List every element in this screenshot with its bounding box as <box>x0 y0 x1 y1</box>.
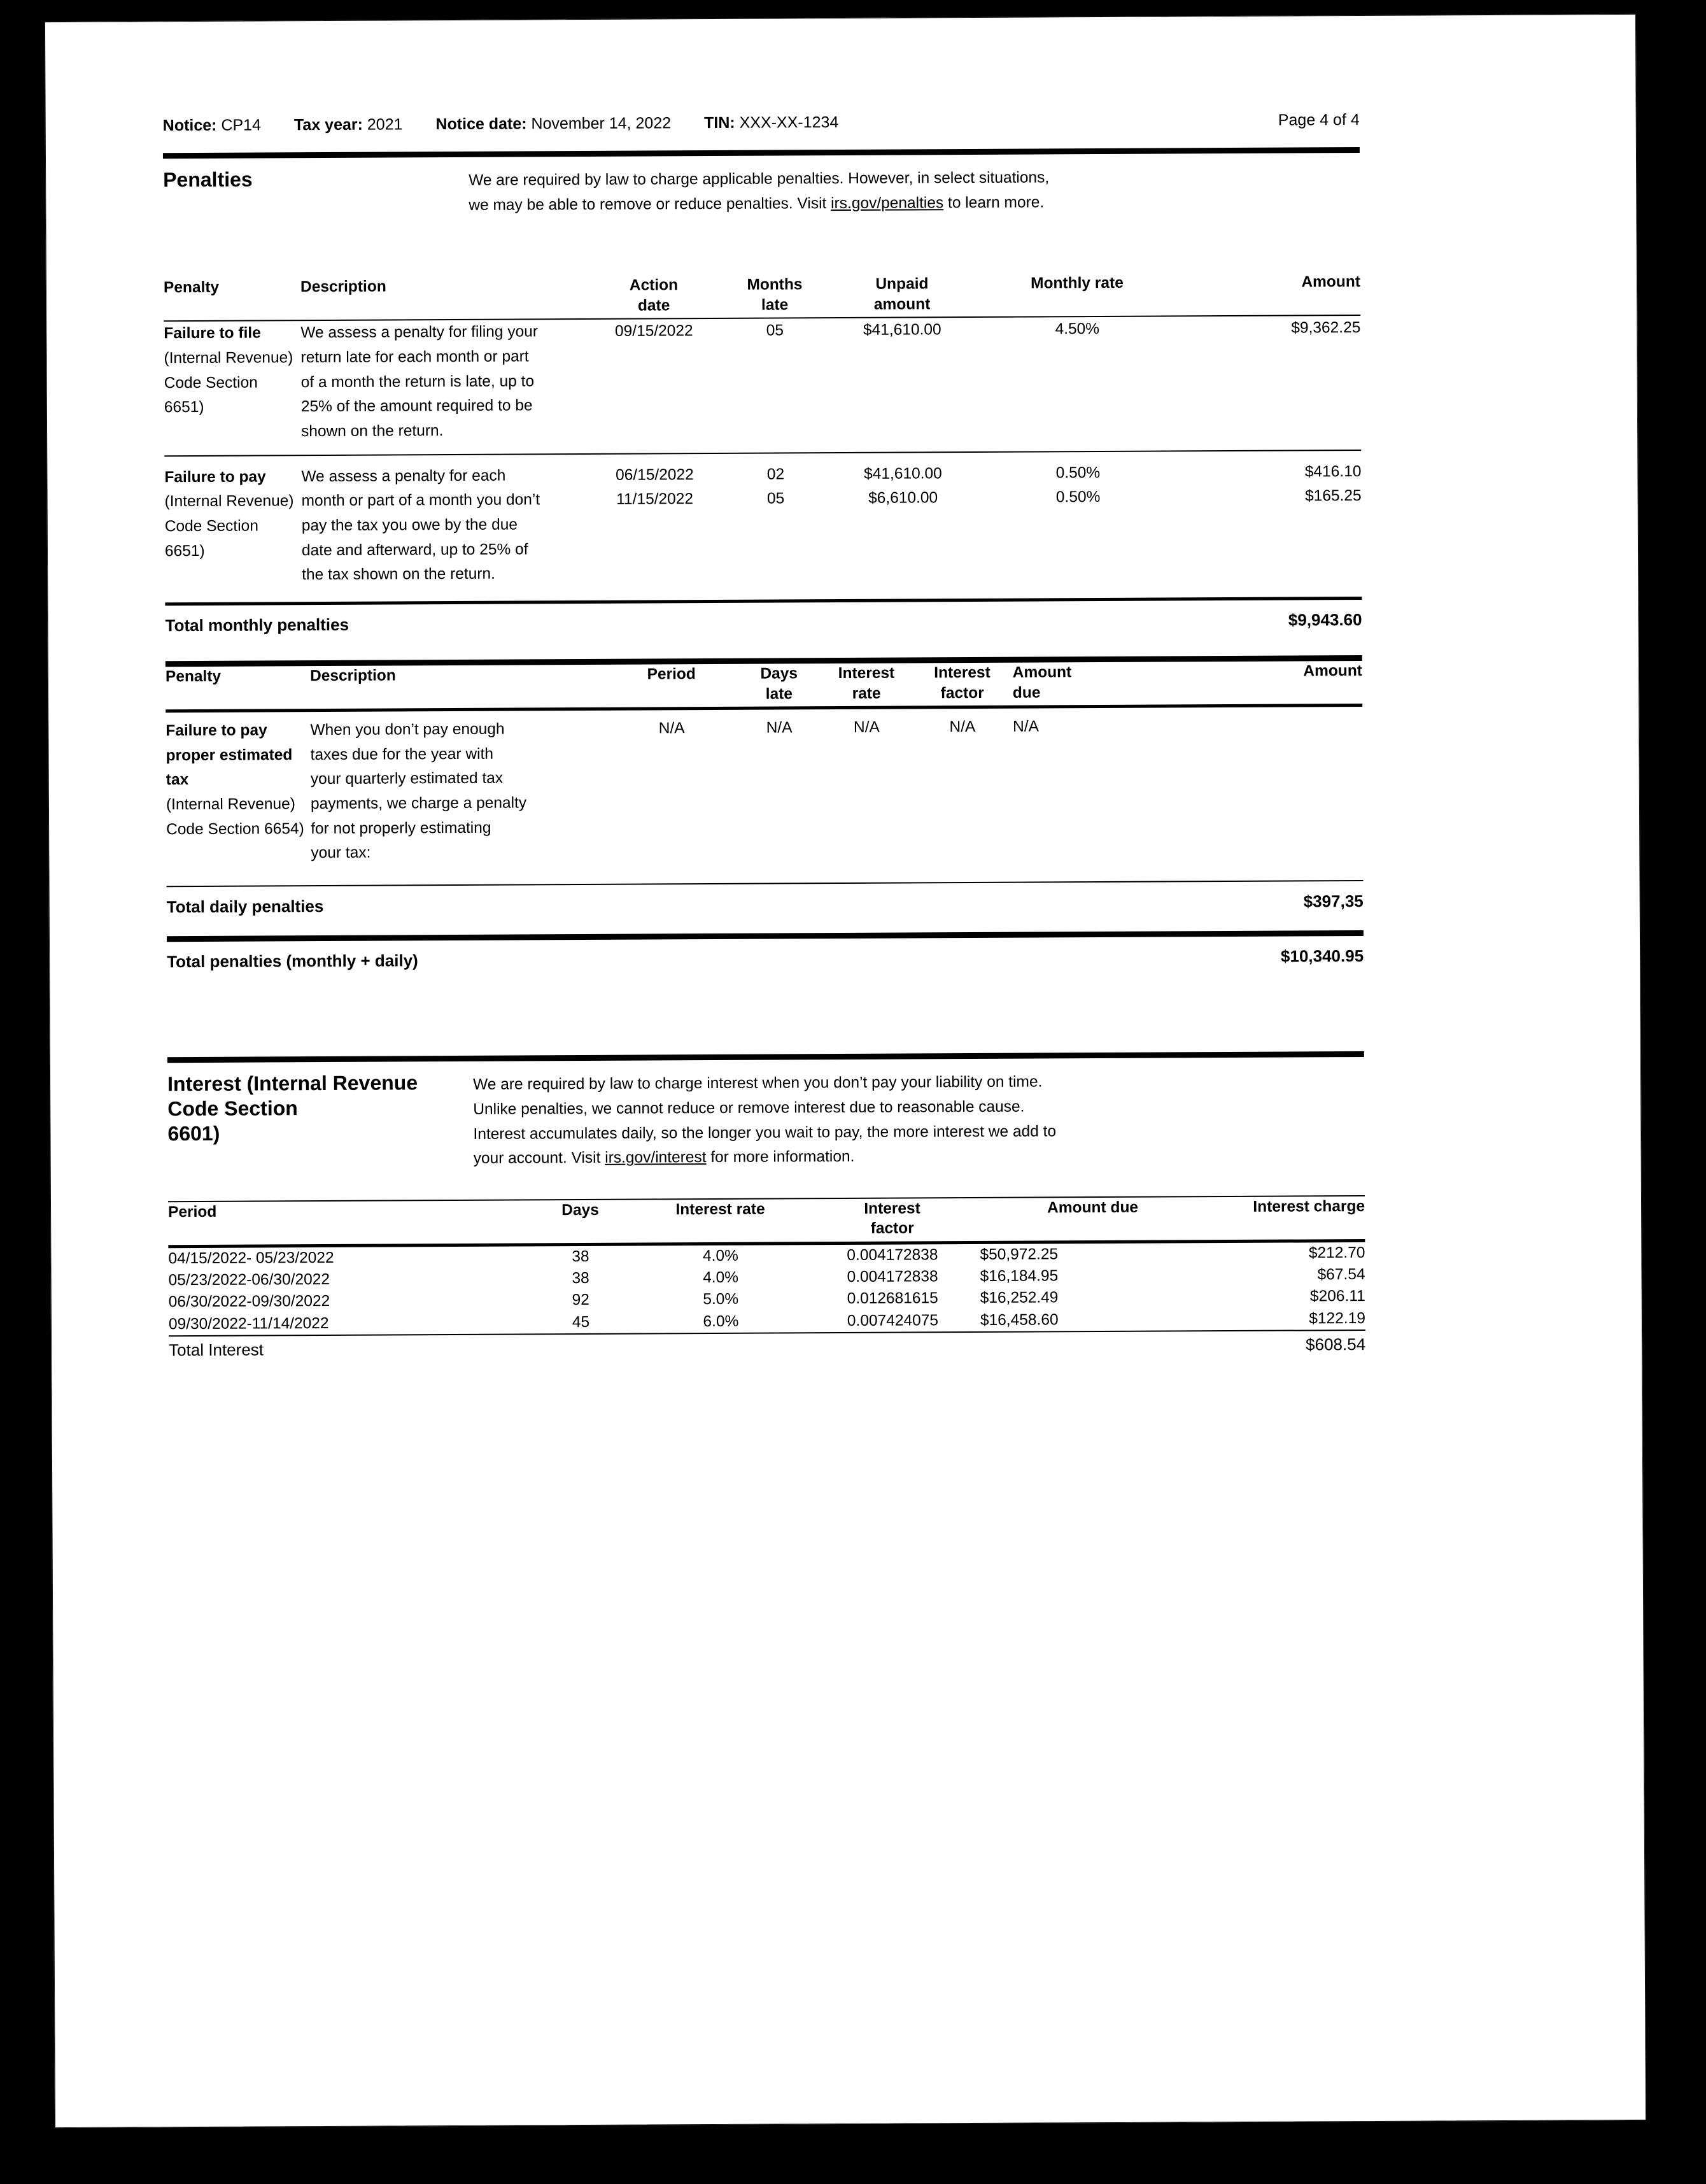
interest-period: 09/30/2022-11/14/2022 <box>168 1314 329 1333</box>
interest-factor: 0.007424075 <box>847 1311 939 1330</box>
daily-penalties-header-row <box>166 661 1362 709</box>
row-action-date <box>581 463 728 587</box>
row-amount <box>1173 460 1362 584</box>
monthly-penalties-header-row <box>164 272 1360 320</box>
penalty-name-main: Failure to pay <box>164 468 266 486</box>
monthly-penalties-body <box>164 316 1361 445</box>
months-late-entry: 05 <box>766 490 785 507</box>
col-description <box>300 276 581 320</box>
interest-period: 06/30/2022-09/30/2022 <box>168 1293 330 1311</box>
col-interest-factor-l2: factor <box>870 1219 914 1238</box>
interest-table-head <box>168 1196 1365 1245</box>
monthly-penalties-body-2 <box>164 460 1362 589</box>
col-amount <box>1173 272 1360 315</box>
total-penalties-row <box>167 936 1364 981</box>
monthly-rate-entry: 0.50% <box>1055 488 1101 506</box>
penalties-title: Penalties <box>163 167 253 192</box>
interest-amount-due: $16,458.60 <box>980 1310 1059 1329</box>
row-description <box>301 464 582 588</box>
col-interest-factor-l1: Interest <box>934 664 990 682</box>
desc-line: month or part of a month you don’t <box>301 491 540 510</box>
interest-charge: $206.11 <box>1309 1287 1365 1305</box>
row-action-date: 09/15/2022 <box>614 322 693 340</box>
desc-line: We assess a penalty for each <box>301 467 506 485</box>
col-months-late-l1: Months <box>747 276 803 294</box>
col-amount-due-l1: Amount <box>1012 663 1072 681</box>
col-description-l1: Description <box>300 278 386 296</box>
penalty-name-l1: Failure to pay <box>166 721 267 740</box>
notice-date-field <box>435 114 671 134</box>
penalty-name-l3: tax <box>166 771 189 789</box>
col-days-late <box>737 663 821 706</box>
action-date-entry: 11/15/2022 <box>616 490 694 509</box>
col-monthly-rate <box>982 273 1173 316</box>
table-row <box>166 713 1363 867</box>
col-days-late-l1: Days <box>760 665 798 683</box>
total-penalties-label: Total penalties (monthly + daily) <box>167 951 418 972</box>
interest-intro-line2: Unlike penalties, we cannot reduce or remove interest due to reasonable cause. <box>473 1098 1025 1118</box>
col-days-l1: Days <box>561 1201 599 1219</box>
action-date-entry: 06/15/2022 <box>616 465 694 484</box>
row-monthly-rate <box>982 460 1174 585</box>
daily-penalties-head <box>166 661 1362 709</box>
total-monthly-penalties-row <box>165 600 1362 644</box>
irs-interest-link[interactable]: irs.gov/interest <box>605 1149 707 1167</box>
row-description <box>300 320 581 444</box>
interest-table-body <box>168 1242 1365 1335</box>
notice-date-label: Notice date: <box>435 115 527 134</box>
row-monthly-rate: 4.50% <box>1055 320 1100 338</box>
col-unpaid-amount <box>822 274 982 317</box>
interest-rate: 4.0% <box>702 1247 738 1265</box>
row-penalty-name <box>164 321 301 445</box>
col-unpaid-amount-l1: Unpaid <box>875 275 929 294</box>
penalty-name-sub1: (Internal Revenue) <box>164 349 293 367</box>
col-interest-rate-l1: Interest <box>838 664 895 683</box>
col-penalty-l1: Penalty <box>163 279 220 297</box>
interest-days: 45 <box>572 1313 590 1331</box>
spacer-before-interest-section <box>167 975 1364 1057</box>
interest-charge: $212.70 <box>1308 1244 1365 1262</box>
row-interest-rate: N/A <box>853 718 880 736</box>
interest-factor: 0.004172838 <box>847 1268 938 1286</box>
notice-date-value: November 14, 2022 <box>531 114 672 133</box>
row-penalty-name <box>166 718 311 867</box>
irs-penalties-link[interactable]: irs.gov/penalties <box>831 194 944 212</box>
desc-line: the tax shown on the return. <box>302 565 495 584</box>
total-daily-penalties-row <box>167 881 1364 926</box>
desc-line: pay the tax you owe by the due <box>301 516 518 535</box>
col-interest-rate-l1: Interest rate <box>675 1200 765 1219</box>
col-period-l1: Period <box>168 1203 217 1221</box>
interest-amount-due: $50,972.25 <box>980 1245 1059 1263</box>
desc-line: your tax: <box>311 844 371 862</box>
penalty-name-sub2: Code Section 6651) <box>164 517 258 560</box>
col-interest-factor <box>912 663 1013 706</box>
interest-title <box>167 1070 474 1173</box>
col-months-late <box>727 275 822 318</box>
interest-days: 38 <box>572 1269 589 1287</box>
amount-entry: $165.25 <box>1304 487 1362 505</box>
desc-line: date and afterward, up to 25% of <box>301 541 528 559</box>
col-penalty <box>164 278 300 321</box>
interest-factor: 0.004172838 <box>847 1245 938 1264</box>
tax-year-field <box>294 115 403 134</box>
row-period: N/A <box>658 720 685 737</box>
interest-section-header <box>167 1057 1365 1173</box>
col-days-late-l2: late <box>765 684 793 703</box>
interest-amount-due: $16,252.49 <box>980 1289 1059 1307</box>
desc-line: shown on the return. <box>301 422 444 441</box>
desc-line: payments, we charge a penalty <box>310 794 527 813</box>
col-interest-rate <box>636 1199 805 1242</box>
desc-line: 25% of the amount required to be <box>300 397 533 416</box>
interest-amount-due: $16,184.95 <box>980 1267 1059 1285</box>
col-interest-charge <box>1206 1196 1365 1240</box>
unpaid-amount-entry: $41,610.00 <box>864 464 942 483</box>
penalties-intro-line1: We are required by law to charge applicable penalties. However, in select situations, <box>469 169 1050 189</box>
row-unpaid-amount: $41,610.00 <box>863 321 941 339</box>
penalty-name-sub1: (Internal Revenue) <box>164 492 294 511</box>
penalty-name-main: Failure to file <box>164 324 261 343</box>
col-description-l1: Description <box>309 667 396 685</box>
interest-rate: 5.0% <box>703 1291 739 1308</box>
penalties-intro-line2 <box>469 189 1360 218</box>
months-late-entry: 02 <box>766 465 785 483</box>
interest-period: 04/15/2022- 05/23/2022 <box>168 1249 334 1267</box>
daily-penalties-table <box>166 661 1362 709</box>
tin-field <box>704 113 838 132</box>
row-days-late: N/A <box>766 719 793 737</box>
penalties-intro-line2-prefix: we may be able to remove or reduce penalties. Visit <box>469 194 831 214</box>
interest-intro-line1: We are required by law to charge interest when you don’t pay your liability on time. <box>473 1073 1043 1093</box>
tax-year-label: Tax year: <box>293 115 363 134</box>
interest-title-l2: 6601) <box>167 1121 220 1145</box>
row-description <box>310 717 607 866</box>
page-number: Page 4 of 4 <box>1278 111 1360 129</box>
daily-penalties-body <box>166 713 1363 867</box>
col-interest-rate-l2: rate <box>852 684 881 702</box>
interest-charge: $67.54 <box>1317 1265 1365 1284</box>
irs-cp14-notice-page <box>45 14 1646 2128</box>
col-amount-due <box>1013 662 1134 706</box>
total-daily-penalties-label: Total daily penalties <box>166 897 324 917</box>
desc-line: taxes due for the year with <box>310 745 494 763</box>
interest-intro-line4 <box>474 1142 1365 1172</box>
notice-label: Notice: <box>162 116 217 135</box>
col-amount-due-l2: due <box>1012 684 1041 702</box>
row-interest-factor: N/A <box>949 718 976 736</box>
tin-label: TIN: <box>704 113 735 132</box>
interest-days: 38 <box>572 1247 589 1265</box>
col-days <box>525 1200 636 1244</box>
interest-factor: 0.012681615 <box>847 1289 938 1308</box>
total-daily-penalties-value: $397,35 <box>1303 891 1364 911</box>
row-penalty-name <box>164 465 302 589</box>
col-interest-factor-l1: Interest <box>864 1200 920 1217</box>
penalty-name-l2: proper estimated <box>166 746 293 764</box>
total-interest-value: $608.54 <box>1306 1334 1366 1354</box>
col-action-date-l1: Action <box>629 276 679 295</box>
table-row <box>164 460 1362 589</box>
col-period <box>168 1200 525 1244</box>
interest-title-l1: Interest (Internal Revenue Code Section <box>167 1071 418 1121</box>
row-months-late <box>728 462 824 586</box>
interest-charge: $122.19 <box>1309 1309 1365 1328</box>
monthly-penalties-head <box>164 272 1360 320</box>
interest-rate: 6.0% <box>703 1312 739 1330</box>
unpaid-amount-entry: $6,610.00 <box>868 489 938 507</box>
col-months-late-l2: late <box>761 296 789 314</box>
col-unpaid-amount-l2: amount <box>873 295 931 313</box>
col-interest-rate <box>821 663 912 706</box>
monthly-penalties-table <box>164 272 1360 320</box>
interest-intro <box>473 1066 1365 1172</box>
interest-days: 92 <box>572 1291 589 1309</box>
col-amount-due-l1: Amount due <box>1047 1198 1139 1217</box>
col-amount-l1: Amount <box>1301 273 1361 291</box>
tax-year-value: 2021 <box>367 115 403 134</box>
interest-period: 05/23/2022-06/30/2022 <box>168 1270 330 1289</box>
penalties-section-header <box>163 153 1360 220</box>
tin-value: XXX-XX-1234 <box>739 113 839 132</box>
interest-rate: 4.0% <box>703 1268 739 1287</box>
col-penalty <box>166 666 310 709</box>
spacer-after-penalties-intro <box>163 213 1360 278</box>
interest-table <box>168 1196 1365 1245</box>
notice-field <box>163 116 261 135</box>
row-amount: $9,362.25 <box>1291 319 1361 337</box>
total-interest-row <box>169 1331 1365 1360</box>
header-spacer <box>871 125 1278 127</box>
table-row <box>164 316 1361 445</box>
desc-line: for not properly estimating <box>311 819 491 837</box>
col-action-date-l2: date <box>637 297 670 315</box>
desc-line: of a month the return is late, up to <box>300 372 535 391</box>
total-penalties-value: $10,340.95 <box>1280 946 1364 966</box>
amount-entry: $416.10 <box>1304 462 1362 481</box>
desc-line: When you don’t pay enough <box>310 720 505 739</box>
row-amount-due: N/A <box>1013 718 1040 735</box>
col-amount-due <box>980 1197 1206 1240</box>
desc-line: your quarterly estimated tax <box>310 769 504 788</box>
interest-header-row <box>168 1196 1365 1245</box>
notice-header <box>163 111 1360 135</box>
interest-intro-line3: Interest accumulates daily, so the longer you wait to pay, the more interest we add to <box>473 1122 1057 1143</box>
total-interest-label: Total Interest <box>169 1340 264 1360</box>
page-content <box>163 111 1366 1360</box>
col-amount-l1: Amount <box>1303 662 1363 680</box>
row-unpaid-amount <box>823 462 983 586</box>
total-monthly-penalties-value: $9,943.60 <box>1288 610 1362 630</box>
interest-intro-line4-suffix: for more information. <box>706 1148 855 1166</box>
col-interest-factor-l2: factor <box>940 684 984 702</box>
col-action-date <box>581 275 727 318</box>
desc-line: return late for each month or part <box>300 348 529 366</box>
col-description <box>310 665 606 709</box>
row-amount <box>1134 713 1363 862</box>
notice-value: CP14 <box>221 116 262 134</box>
desc-line: We assess a penalty for filing your <box>300 323 539 342</box>
row-months-late: 05 <box>766 322 784 339</box>
col-interest-charge-l1: Interest charge <box>1253 1197 1365 1216</box>
col-interest-factor <box>805 1198 980 1242</box>
penalty-name-sub1: (Internal Revenue) <box>166 795 295 814</box>
interest-intro-line4-prefix: your account. Visit <box>473 1149 605 1168</box>
col-amount <box>1134 661 1362 704</box>
scanned-page-sheet <box>45 14 1646 2128</box>
penalty-name-sub2: Code Section 6651) <box>164 374 258 416</box>
penalty-name-sub2: Code Section 6654) <box>166 819 304 838</box>
monthly-rate-entry: 0.50% <box>1055 464 1101 482</box>
col-period <box>606 664 737 707</box>
penalties-intro <box>469 162 1360 218</box>
penalties-intro-line2-suffix: to learn more. <box>943 194 1045 211</box>
total-monthly-penalties-label: Total monthly penalties <box>165 614 349 635</box>
col-period-l1: Period <box>647 665 696 683</box>
col-penalty-l1: Penalty <box>165 667 222 686</box>
col-monthly-rate-l1: Monthly rate <box>1031 274 1124 292</box>
